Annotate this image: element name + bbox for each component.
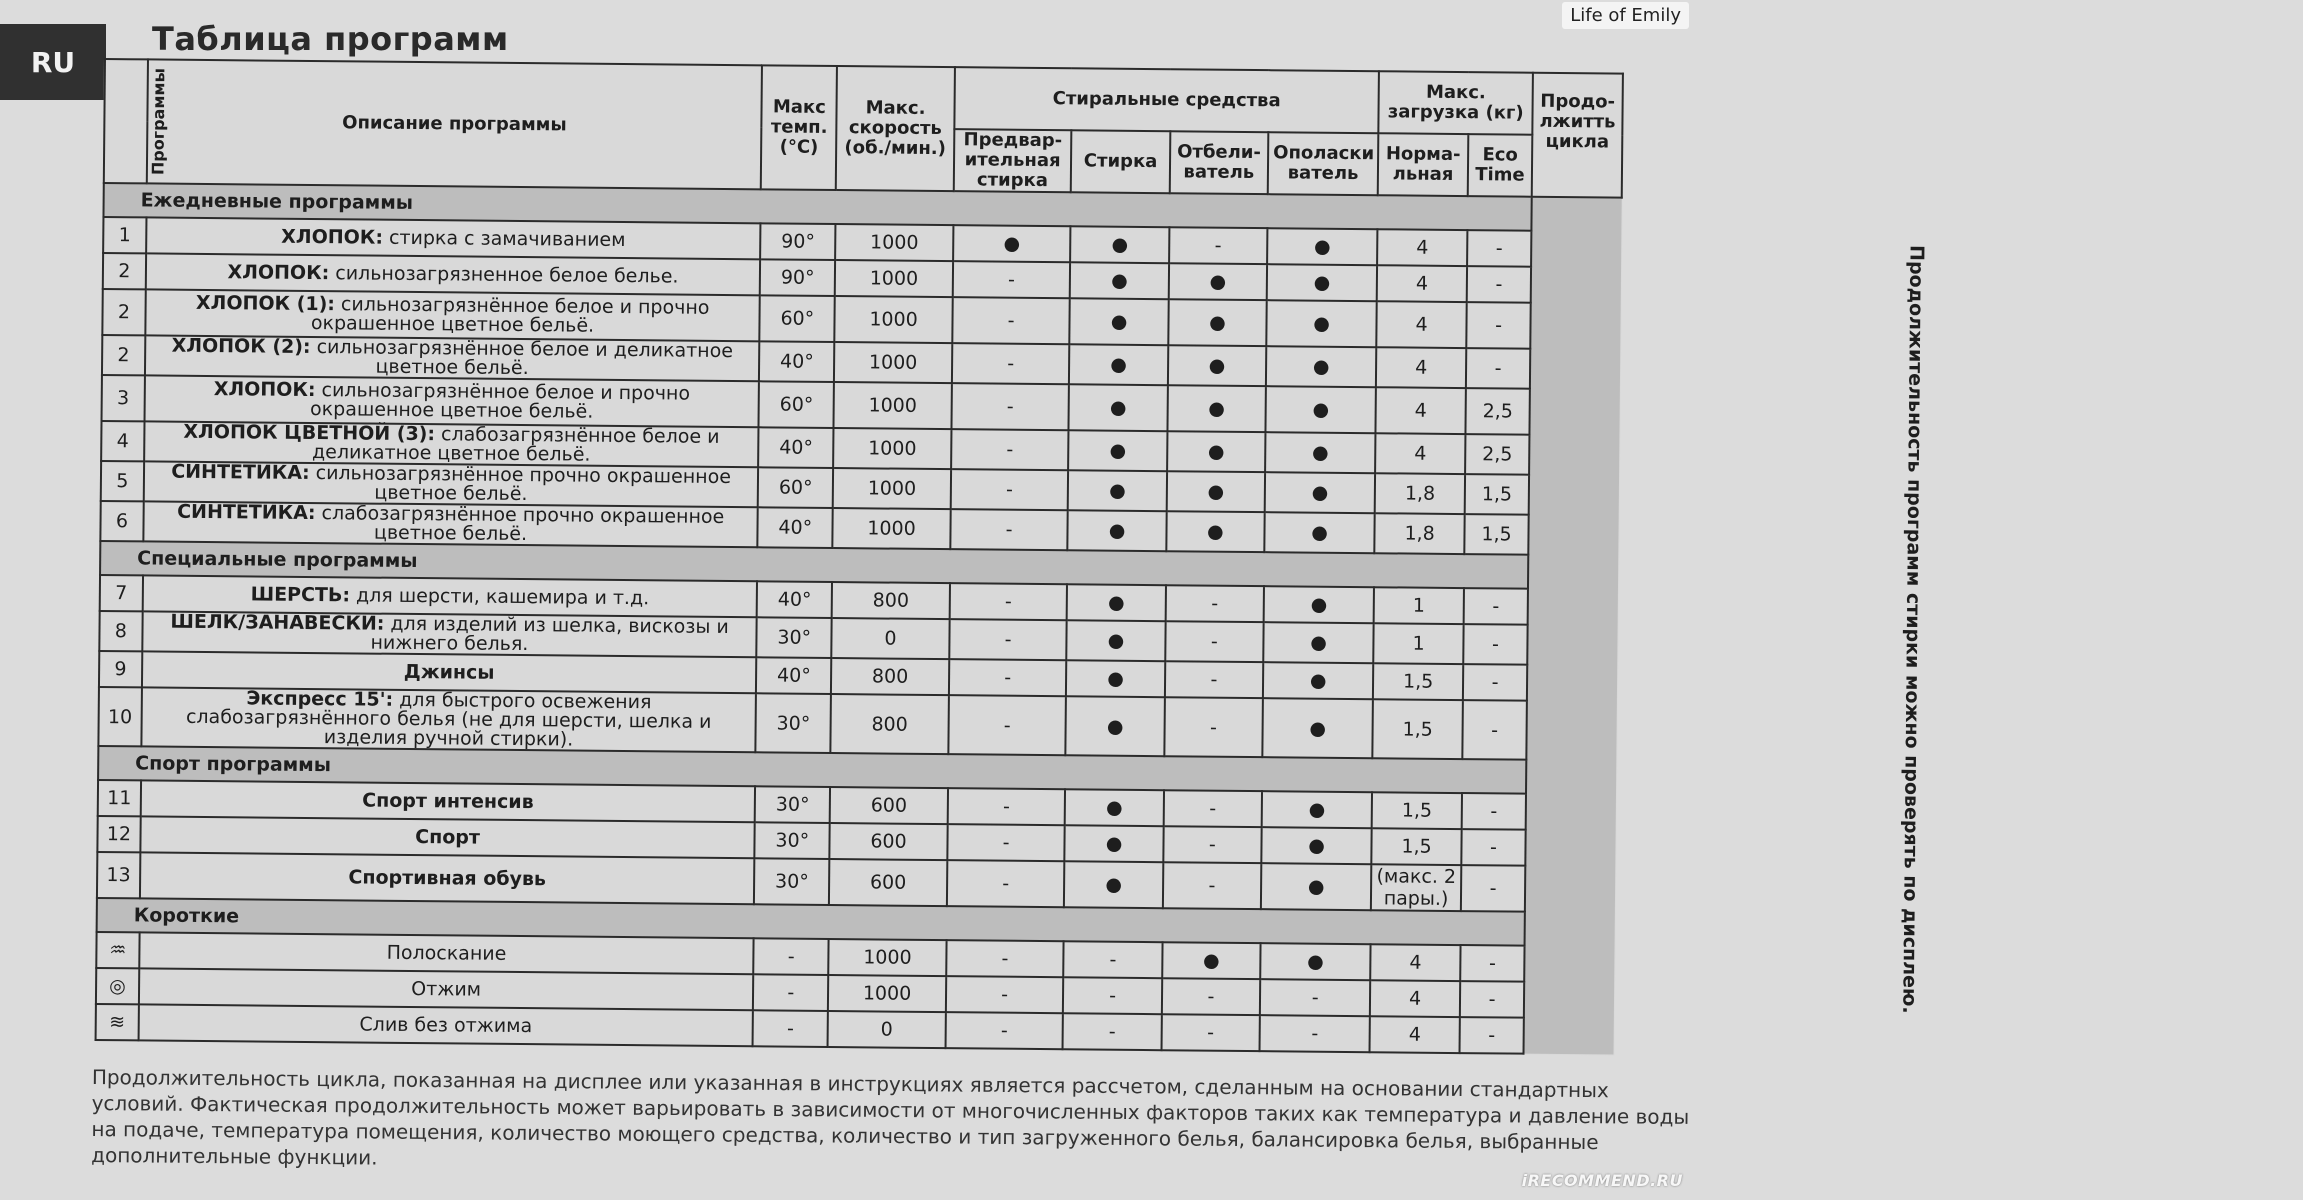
normal-cell: 1,8	[1375, 473, 1465, 514]
eco-cell: -	[1463, 664, 1527, 701]
bleach-cell: -	[1165, 621, 1264, 662]
temp-cell: 60°	[759, 381, 834, 428]
normal-load-header: Норма-льная	[1378, 133, 1468, 196]
prewash-cell: -	[947, 860, 1065, 907]
temp-cell: 30°	[755, 786, 830, 823]
prewash-header: Предвар-ительная стирка	[954, 129, 1072, 192]
program-number: 7	[100, 575, 143, 611]
speed-cell: 1000	[834, 382, 952, 429]
temp-cell: 40°	[756, 657, 831, 694]
prewash-cell: -	[949, 659, 1067, 696]
eco-cell: -	[1460, 945, 1524, 982]
eco-cell: -	[1462, 793, 1526, 830]
wash-cell: ●	[1068, 430, 1167, 471]
program-description	[140, 852, 755, 904]
program-name: СИНТЕТИКА:	[177, 500, 316, 525]
program-description	[146, 217, 761, 259]
program-number: 2	[102, 289, 145, 335]
program-detail: сильнозагрязненное белое белье.	[335, 261, 679, 288]
prewash-cell: -	[951, 469, 1069, 510]
eco-cell: 1,5	[1465, 474, 1530, 515]
program-name: Джинсы	[403, 660, 495, 684]
program-name: ХЛОПОК (1):	[195, 291, 336, 316]
bleach-cell: -	[1164, 697, 1263, 757]
wash-cell: -	[1064, 941, 1163, 978]
program-description	[140, 780, 755, 822]
wash-cell: ●	[1070, 226, 1169, 263]
bleach-header: Отбели-ватель	[1169, 131, 1268, 194]
eco-cell: -	[1467, 266, 1531, 303]
softener-cell: ●	[1263, 662, 1373, 699]
eco-time-header: Eco Time	[1468, 134, 1533, 197]
max-load-header: Макс. загрузка (кг)	[1379, 71, 1533, 134]
program-description	[139, 932, 754, 974]
section-title: Спорт программы	[98, 746, 1526, 794]
speed-cell: 1000	[833, 468, 951, 509]
program-description	[144, 375, 759, 427]
wash-cell: ●	[1070, 298, 1169, 345]
program-name: ХЛОПОК:	[213, 378, 316, 402]
temp-cell: 60°	[758, 467, 833, 508]
softener-cell: ●	[1266, 300, 1377, 347]
program-description	[145, 289, 760, 341]
speed-cell: 1000	[828, 939, 946, 976]
prewash-cell: -	[952, 297, 1070, 344]
bleach-cell: -	[1169, 227, 1268, 264]
bleach-cell: ●	[1168, 299, 1267, 346]
speed-cell: 1000	[835, 224, 953, 261]
program-number: 4	[101, 421, 144, 461]
program-detail: Слив без отжима	[359, 1012, 533, 1037]
bleach-cell: -	[1161, 1014, 1260, 1051]
prewash-cell: -	[948, 695, 1066, 755]
program-detail: стирка с замачиванием	[388, 226, 626, 251]
normal-cell: (макс. 2 пары.)	[1371, 864, 1461, 911]
wash-cell: ●	[1067, 584, 1166, 621]
eco-cell: -	[1461, 829, 1525, 866]
program-description	[142, 651, 757, 693]
program-number: 9	[99, 651, 142, 687]
program-name: СИНТЕТИКА:	[171, 460, 310, 484]
program-number: 11	[98, 780, 141, 816]
program-detail: сильнозагрязнённое белое и прочно окрашенное цветное бельё.	[310, 379, 691, 423]
bleach-cell: ●	[1168, 345, 1267, 386]
speed-cell: 800	[831, 658, 949, 695]
watermark-label: Life of Emily	[1562, 2, 1689, 29]
duration-header: Продо-лжитть цикла	[1532, 73, 1623, 198]
program-number: 10	[98, 687, 141, 746]
wash-cell: ●	[1069, 384, 1168, 431]
program-detail: слабозагрязнённое прочно окрашенное цветное бельё.	[321, 502, 725, 546]
softener-cell: ●	[1261, 827, 1371, 864]
program-number: 2	[102, 335, 145, 375]
program-name: Спортивная обувь	[348, 865, 547, 890]
softener-cell: ●	[1266, 346, 1377, 387]
speed-cell: 1000	[835, 260, 953, 297]
program-detail: Отжим	[411, 977, 482, 1001]
wash-cell: ●	[1068, 470, 1167, 511]
normal-cell: 4	[1377, 301, 1467, 348]
program-description	[142, 611, 757, 657]
softener-cell: ●	[1262, 698, 1373, 758]
language-tab: RU	[0, 24, 106, 100]
program-number: 5	[101, 461, 144, 501]
wash-cell: ●	[1066, 660, 1165, 697]
bleach-cell: ●	[1167, 385, 1266, 432]
eco-cell: 1,5	[1464, 514, 1529, 555]
temp-cell: 90°	[760, 259, 835, 296]
softener-cell: ●	[1264, 512, 1375, 553]
normal-cell: 1,5	[1372, 792, 1462, 829]
program-detail: сильнозагрязнённое белое и деликатное цветное бельё.	[316, 336, 734, 380]
temp-cell: 40°	[757, 581, 832, 618]
eco-cell: 2,5	[1465, 434, 1530, 475]
softener-cell: ●	[1260, 943, 1370, 980]
program-number: 1	[103, 217, 146, 253]
temp-cell: 90°	[761, 223, 836, 260]
eco-cell: -	[1462, 700, 1527, 760]
program-description	[139, 968, 754, 1010]
normal-cell: 4	[1377, 265, 1467, 302]
program-description	[145, 335, 760, 381]
program-name: ХЛОПОК ЦВЕТНОЙ (3):	[183, 420, 436, 446]
prewash-cell: -	[953, 261, 1071, 298]
page-title: Таблица программ	[152, 20, 509, 58]
program-number: 13	[97, 852, 140, 898]
program-table-sheet	[95, 58, 1928, 1056]
program-name: ХЛОПОК (2):	[171, 334, 311, 358]
program-description	[138, 1004, 753, 1046]
normal-cell: 1	[1374, 587, 1464, 624]
description-column-header: Описание программы	[147, 59, 763, 189]
speed-cell: 1000	[835, 296, 953, 343]
temp-cell: -	[753, 974, 828, 1011]
softener-cell: ●	[1267, 228, 1377, 265]
prewash-cell: -	[946, 976, 1064, 1013]
program-number: 12	[97, 816, 140, 852]
program-description	[143, 501, 758, 547]
normal-cell: 1,5	[1373, 663, 1463, 700]
prewash-cell: -	[947, 788, 1065, 825]
temp-cell: 30°	[756, 693, 831, 753]
bleach-cell: ●	[1166, 471, 1265, 512]
speed-cell: 600	[829, 859, 947, 906]
bleach-cell: ●	[1167, 431, 1266, 472]
speed-cell: 600	[830, 787, 948, 824]
table-body	[96, 183, 1928, 1055]
speed-cell: 0	[828, 1011, 946, 1048]
bleach-cell: ●	[1166, 511, 1265, 552]
program-description	[141, 687, 756, 752]
normal-cell: 4	[1375, 433, 1465, 474]
softener-cell: ●	[1262, 791, 1372, 828]
max-speed-header: Макс. скорость (об./мин.)	[836, 66, 955, 191]
wash-cell: ●	[1065, 789, 1164, 826]
prewash-cell: -	[952, 343, 1070, 384]
bleach-cell: -	[1163, 862, 1262, 909]
program-name: Спорт	[415, 825, 481, 849]
normal-cell: 1	[1373, 623, 1463, 664]
section-title: Специальные программы	[100, 541, 1528, 589]
prewash-cell: -	[945, 1012, 1063, 1049]
program-number: 8	[99, 611, 142, 651]
wash-cell: ●	[1067, 620, 1166, 661]
speed-cell: 1000	[828, 975, 946, 1012]
eco-cell: -	[1463, 624, 1528, 665]
footnote: Продолжительность цикла, показанная на дисплее или указанная в инструкциях является рассчетом, сделанным на основании стандартных условий. Фактическая продолжительность может варьировать в зависимости от многочисленных факторов таких как температура и давление воды на подаче, температура помещения, количество моющего средства, количество и тип загруженного белья, балансировка белья, выбранные дополнительные функции.	[91, 1065, 1690, 1170]
program-description	[146, 253, 761, 295]
bleach-cell: -	[1165, 585, 1264, 622]
program-detail: сильнозагрязнённое белое и прочно окрашенное цветное бельё.	[310, 293, 710, 337]
prewash-cell: -	[947, 824, 1065, 861]
eco-cell: -	[1460, 981, 1524, 1018]
prewash-cell: -	[949, 619, 1067, 660]
program-number: 2	[103, 253, 146, 289]
normal-cell: 4	[1376, 347, 1466, 388]
softener-cell: ●	[1265, 432, 1376, 473]
prewash-cell: ●	[953, 225, 1071, 262]
program-detail: для шерсти, кашемира и т.д.	[355, 583, 650, 609]
program-name: Экспресс 15':	[246, 687, 394, 711]
program-description	[140, 816, 755, 858]
eco-cell: -	[1461, 865, 1526, 912]
temp-cell: 40°	[759, 427, 834, 468]
eco-cell: 2,5	[1465, 388, 1530, 435]
speed-cell: 600	[830, 823, 948, 860]
softener-cell: ●	[1267, 264, 1377, 301]
normal-cell: 1,5	[1372, 828, 1462, 865]
program-detail: для быстрого освежения слабозагрязнённого белья (не для шерсти, шелка и изделия ручной стирки).	[185, 688, 712, 751]
normal-cell: 4	[1377, 229, 1467, 266]
softener-cell: ●	[1266, 386, 1377, 433]
prewash-cell: -	[951, 383, 1069, 430]
temp-cell: -	[754, 938, 829, 975]
table-header	[104, 59, 1623, 198]
prewash-cell: -	[949, 583, 1067, 620]
wash-cell: -	[1063, 977, 1162, 1014]
temp-cell: 40°	[759, 341, 834, 382]
bleach-cell: -	[1162, 978, 1261, 1015]
eco-cell: -	[1460, 1017, 1524, 1054]
wash-header: Стирка	[1071, 130, 1170, 193]
bleach-cell: ●	[1162, 942, 1261, 979]
softener-cell: ●	[1263, 622, 1374, 663]
speed-cell: 1000	[833, 428, 951, 469]
normal-cell: 4	[1370, 980, 1460, 1017]
normal-cell: 4	[1370, 944, 1460, 981]
bleach-cell: -	[1163, 826, 1262, 863]
speed-cell: 800	[832, 582, 950, 619]
wash-cell: ●	[1068, 510, 1167, 551]
section-title: Короткие	[97, 898, 1525, 946]
eco-cell: -	[1466, 302, 1531, 349]
wash-cell: ●	[1070, 262, 1169, 299]
section-title: Ежедневные программы	[103, 183, 1531, 231]
bleach-cell: -	[1165, 661, 1264, 698]
eco-cell: -	[1466, 348, 1531, 389]
max-temp-header: Макс темп. (°С)	[761, 65, 837, 190]
softener-header: Ополаски ватель	[1268, 132, 1379, 195]
speed-cell: 0	[832, 618, 950, 659]
site-watermark: iRECOMMEND.RU	[1521, 1171, 1683, 1190]
normal-cell: 4	[1370, 1016, 1460, 1053]
speed-cell: 1000	[833, 508, 951, 549]
drain-icon: ≋	[96, 1004, 139, 1040]
wash-cell: ●	[1064, 861, 1163, 908]
program-name: ХЛОПОК:	[227, 260, 330, 284]
programs-table	[95, 58, 1928, 1056]
softener-cell: ●	[1261, 863, 1372, 910]
temp-cell: 60°	[760, 295, 835, 342]
prewash-cell: -	[946, 940, 1064, 977]
temp-cell: 30°	[757, 617, 832, 658]
wash-cell: ●	[1065, 825, 1164, 862]
prewash-cell: -	[951, 429, 1069, 470]
program-detail: сильнозагрязнённое прочно окрашенное цветное бельё.	[315, 462, 732, 506]
eco-cell: -	[1464, 588, 1528, 625]
rinse-icon: ♒	[96, 932, 139, 968]
wash-cell: ●	[1069, 344, 1168, 385]
program-name: ХЛОПОК:	[281, 225, 384, 249]
speed-cell: 1000	[834, 342, 952, 383]
program-name: ШЕРСТЬ:	[250, 582, 351, 606]
program-detail: для изделий из шелка, вискозы и нижнего белья.	[370, 612, 729, 656]
bleach-cell: -	[1163, 790, 1262, 827]
spin-icon: ◎	[96, 968, 139, 1004]
program-detail: слабозагрязнённое белое и деликатное цветное бельё.	[311, 423, 720, 466]
program-name: ШЕЛК/ЗАНАВЕСКИ:	[170, 610, 385, 635]
temp-cell: -	[753, 1010, 828, 1047]
softener-cell: -	[1260, 979, 1370, 1016]
prewash-cell: -	[950, 509, 1068, 550]
programs-column-header: Программы	[104, 59, 148, 183]
program-number: 6	[100, 501, 143, 541]
program-number: 3	[102, 375, 145, 421]
softener-cell: ●	[1264, 586, 1374, 623]
normal-cell: 4	[1376, 387, 1466, 434]
program-name: Спорт интенсив	[362, 789, 534, 813]
temp-cell: 40°	[758, 507, 833, 548]
temp-cell: 30°	[755, 822, 830, 859]
bleach-cell: ●	[1168, 263, 1267, 300]
wash-cell: -	[1063, 1013, 1162, 1050]
normal-cell: 1,8	[1375, 513, 1465, 554]
wash-cell: ●	[1066, 696, 1165, 756]
temp-cell: 30°	[754, 858, 829, 905]
normal-cell: 1,5	[1373, 699, 1463, 759]
duration-note: Продолжительность программ стирки можно проверять по дисплею.	[1524, 197, 1622, 1055]
softener-cell: -	[1260, 1015, 1370, 1052]
eco-cell: -	[1467, 230, 1531, 267]
program-detail: Полоскание	[386, 941, 507, 965]
softener-cell: ●	[1265, 472, 1376, 513]
detergents-header: Стиральные средства	[954, 67, 1379, 133]
speed-cell: 800	[831, 694, 949, 754]
